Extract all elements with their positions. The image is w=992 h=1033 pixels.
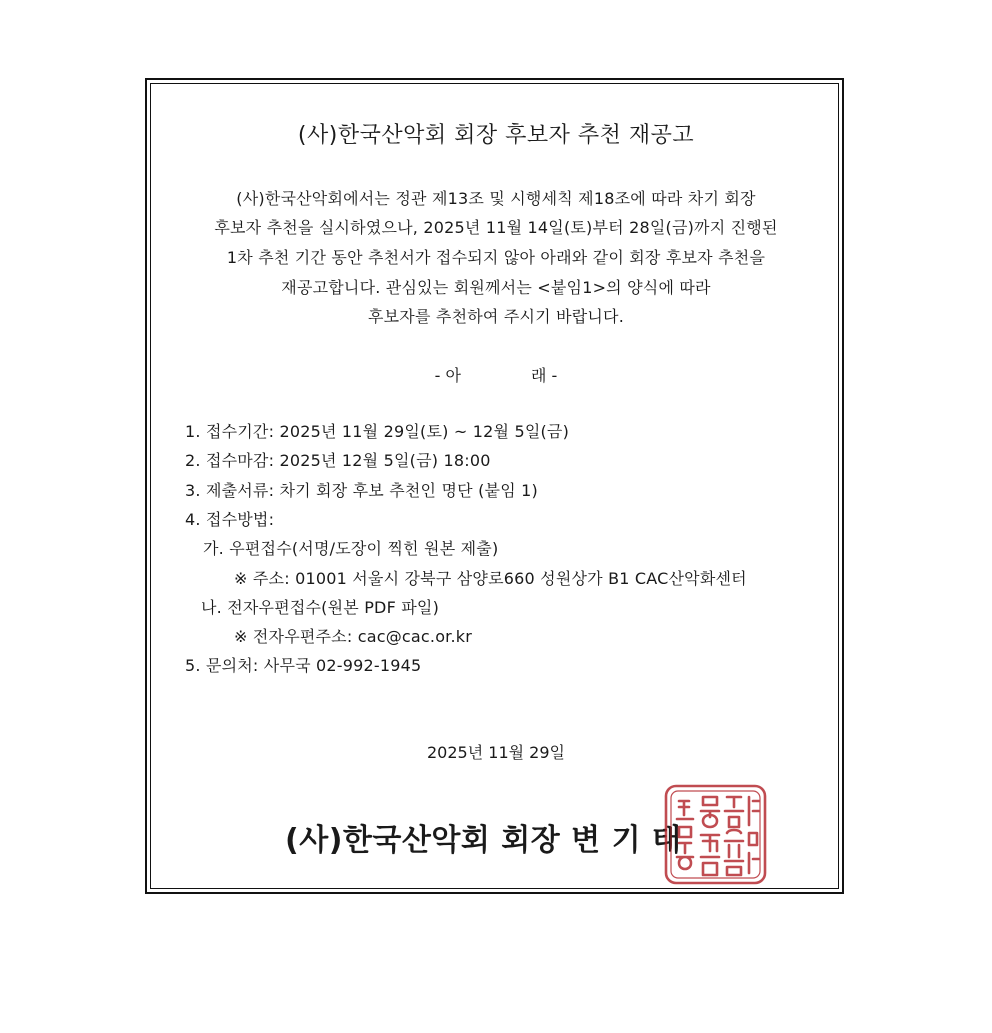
intro-line-1: (사)한국산악회에서는 정관 제13조 및 시행세칙 제18조에 따라 차기 회장 xyxy=(236,189,756,208)
official-seal-icon xyxy=(663,783,768,886)
intro-line-4: 재공고합니다. 관심있는 회원께서는 <붙임1>의 양식에 따라 xyxy=(281,278,711,297)
sub-heading-left: - 아 xyxy=(434,366,461,385)
item-deadline: 2. 접수마감: 2025년 12월 5일(금) 18:00 xyxy=(185,451,491,470)
item-email-address: ※ 전자우편주소: cac@cac.or.kr xyxy=(234,627,473,646)
sub-heading xyxy=(0,363,992,386)
document-date: 2025년 11월 29일 xyxy=(427,743,565,762)
intro-line-2: 후보자 추천을 실시하였으나, 2025년 11월 14일(토)부터 28일(금)까지 진행된 xyxy=(214,218,778,237)
item-period: 1. 접수기간: 2025년 11월 29일(토) ~ 12월 5일(금) xyxy=(185,422,570,441)
item-method: 4. 접수방법: xyxy=(185,510,275,529)
document-title: (사)한국산악회 회장 후보자 추천 재공고 xyxy=(297,123,695,148)
sub-heading-right: 래 - xyxy=(531,366,558,385)
signature-line: (사)한국산악회 회장 변 기 태 xyxy=(285,823,682,858)
item-method-email: 나. 전자우편접수(원본 PDF 파일) xyxy=(201,598,440,617)
item-mail-address: ※ 주소: 01001 서울시 강북구 삼양로660 성원상가 B1 CAC산악화센터 xyxy=(234,569,747,588)
intro-line-3: 1차 추천 기간 동안 추천서가 접수되지 않아 아래와 같이 회장 후보자 추천을 xyxy=(226,248,766,267)
item-contact: 5. 문의처: 사무국 02-992-1945 xyxy=(185,656,422,675)
item-documents: 3. 제출서류: 차기 회장 후보 추천인 명단 (붙임 1) xyxy=(185,481,538,500)
intro-line-5: 후보자를 추천하여 주시기 바랍니다. xyxy=(368,307,624,326)
item-method-mail: 가. 우편접수(서명/도장이 찍힌 원본 제출) xyxy=(203,539,499,558)
